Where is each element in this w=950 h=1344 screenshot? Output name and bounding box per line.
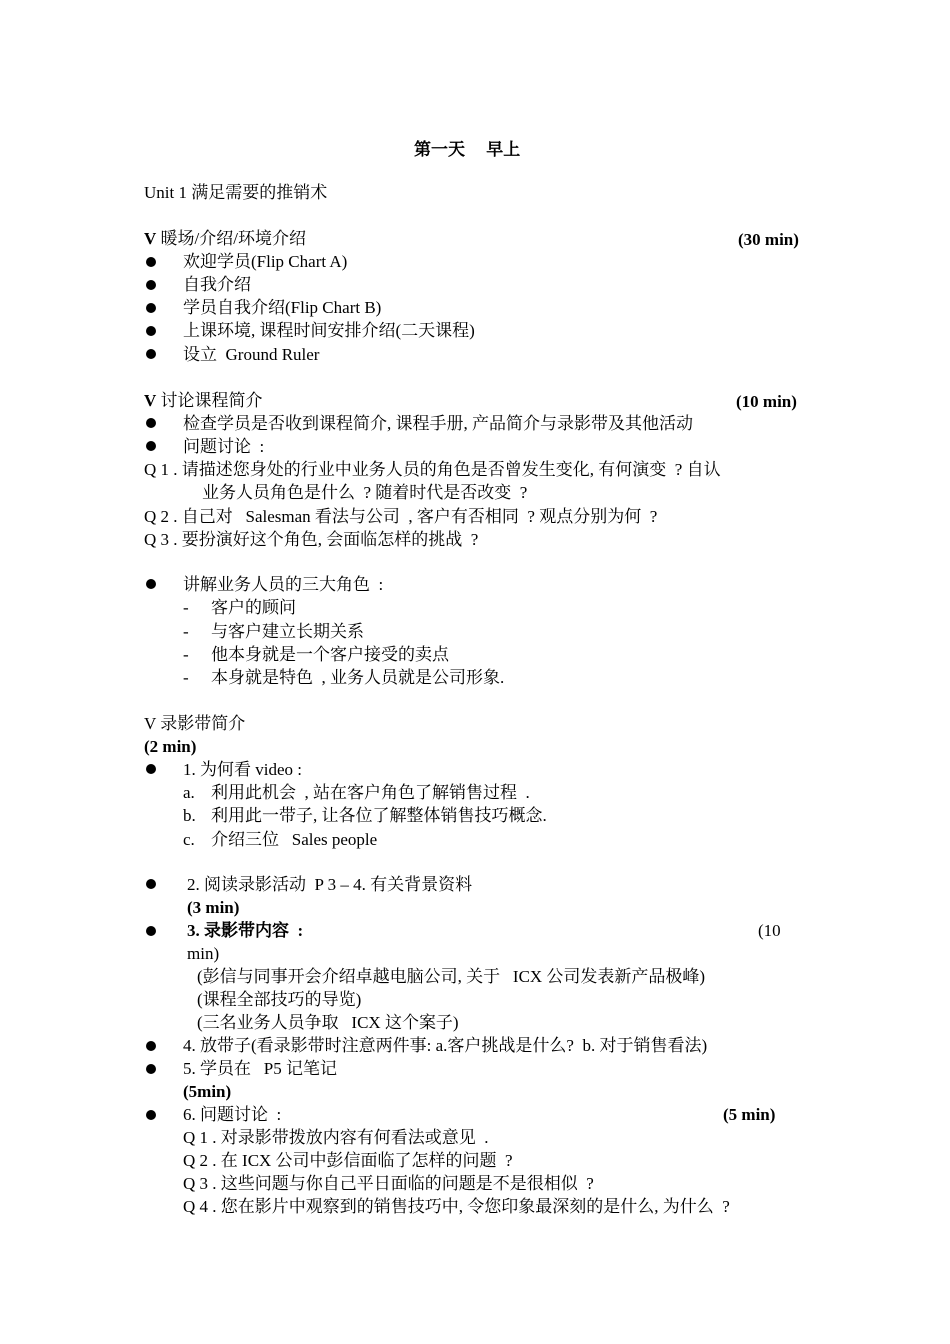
role-item: 他本身就是一个客户接受的卖点 xyxy=(211,645,449,664)
roles-bullet: 讲解业务人员的三大角色 : xyxy=(183,575,384,594)
section2-bullet: 问题讨论 : xyxy=(183,437,265,456)
section1-bullet: 上课环境, 课程时间安排介绍(二天课程) xyxy=(183,321,475,340)
video-item-1: 1. 为何看 video : xyxy=(183,760,302,779)
bullet-icon xyxy=(146,1041,156,1051)
video-item-3-note: (三名业务人员争取 ICX 这个案子) xyxy=(197,1013,459,1032)
section2-time: (10 min) xyxy=(736,392,797,411)
question-line: Q 3 . 要扮演好这个角色, 会面临怎样的挑战 ? xyxy=(144,530,479,549)
video-item-3-note: (课程全部技巧的导览) xyxy=(197,990,362,1009)
sub-item: 利用此机会 , 站在客户角色了解销售过程 . xyxy=(211,783,530,802)
bullet-icon xyxy=(146,879,156,889)
role-item: 本身就是特色 , 业务人员就是公司形象. xyxy=(211,668,505,687)
bullet-icon xyxy=(146,418,156,428)
dash-marker: - xyxy=(183,668,189,687)
role-item: 客户的顾问 xyxy=(211,598,296,617)
question-line: Q 2 . 自己对 Salesman 看法与公司 , 客户有否相同 ? 观点分别为何 ? xyxy=(144,507,658,526)
dash-marker: - xyxy=(183,598,189,617)
dash-marker: - xyxy=(183,645,189,664)
bullet-icon xyxy=(146,579,156,589)
section1-marker: V xyxy=(144,229,157,248)
sub-item: 利用此一带子, 让各位了解整体销售技巧概念. xyxy=(211,806,547,825)
section2-marker: V xyxy=(144,391,157,410)
section1-heading-text: 暖场/介绍/环境介绍 xyxy=(156,229,306,248)
section2-heading xyxy=(144,390,263,412)
section1-bullet: 学员自我介绍(Flip Chart B) xyxy=(183,298,382,317)
bullet-icon xyxy=(146,764,156,774)
section3-heading: V 录影带简介 xyxy=(144,714,246,733)
question-line: Q 3 . 这些问题与你自己平日面临的问题是不是很相似 ? xyxy=(183,1174,594,1193)
bullet-icon xyxy=(146,280,156,290)
question-line: Q 1 . 请描述您身处的行业中业务人员的角色是否曾发生变化, 有何演变 ? 自认 xyxy=(144,460,721,479)
role-item: 与客户建立长期关系 xyxy=(211,622,364,641)
sub-letter: a. xyxy=(183,783,195,802)
video-item-2: 2. 阅读录影活动 P 3 – 4. 有关背景资料 xyxy=(187,875,473,894)
bullet-icon xyxy=(146,349,156,359)
section2-bullet: 检查学员是否收到课程简介, 课程手册, 产品简介与录影带及其他活动 xyxy=(183,414,693,433)
sub-letter: b. xyxy=(183,806,196,825)
sub-item: 介绍三位 Sales people xyxy=(211,830,378,849)
section1-bullet: 设立 Ground Ruler xyxy=(183,345,320,364)
page-title: 第一天 早上 xyxy=(414,140,521,159)
section1-time: (30 min) xyxy=(738,230,799,249)
question-line: 业务人员角色是什么 ? 随着时代是否改变 ? xyxy=(202,483,528,502)
video-item-2-time: (3 min) xyxy=(187,898,240,917)
video-item-6-time: (5 min) xyxy=(723,1105,776,1124)
sub-letter: c. xyxy=(183,830,195,849)
section1-bullet: 自我介绍 xyxy=(183,275,251,294)
section3-time: (2 min) xyxy=(144,737,197,756)
dash-marker: - xyxy=(183,622,189,641)
bullet-icon xyxy=(146,441,156,451)
question-line: Q 4 . 您在影片中观察到的销售技巧中, 令您印象最深刻的是什么, 为什么 ? xyxy=(183,1197,730,1216)
video-item-3-time: (10 xyxy=(758,921,781,940)
section2-heading-text: 讨论课程简介 xyxy=(156,391,263,410)
video-item-4: 4. 放带子(看录影带时注意两件事: a.客户挑战是什么? b. 对于销售看法) xyxy=(183,1036,708,1055)
section1-bullet: 欢迎学员(Flip Chart A) xyxy=(183,252,348,271)
question-line: Q 1 . 对录影带拨放内容有何看法或意见 . xyxy=(183,1128,489,1147)
video-item-3-note: (彭信与同事开会介绍卓越电脑公司, 关于 ICX 公司发表新产品极峰) xyxy=(197,967,706,986)
question-line: Q 2 . 在 ICX 公司中彭信面临了怎样的问题 ? xyxy=(183,1151,513,1170)
section1-heading xyxy=(144,228,306,250)
video-item-6: 6. 问题讨论 : xyxy=(183,1105,282,1124)
bullet-icon xyxy=(146,303,156,313)
bullet-icon xyxy=(146,1064,156,1074)
unit-title: Unit 1 满足需要的推销术 xyxy=(144,183,328,202)
bullet-icon xyxy=(146,926,156,936)
bullet-icon xyxy=(146,257,156,267)
video-item-3-time-cont: min) xyxy=(187,944,220,963)
bullet-icon xyxy=(146,326,156,336)
video-item-5-time: (5min) xyxy=(183,1082,232,1101)
video-item-3: 3. 录影带内容 : xyxy=(187,921,304,940)
video-item-5: 5. 学员在 P5 记笔记 xyxy=(183,1059,337,1078)
bullet-icon xyxy=(146,1110,156,1120)
